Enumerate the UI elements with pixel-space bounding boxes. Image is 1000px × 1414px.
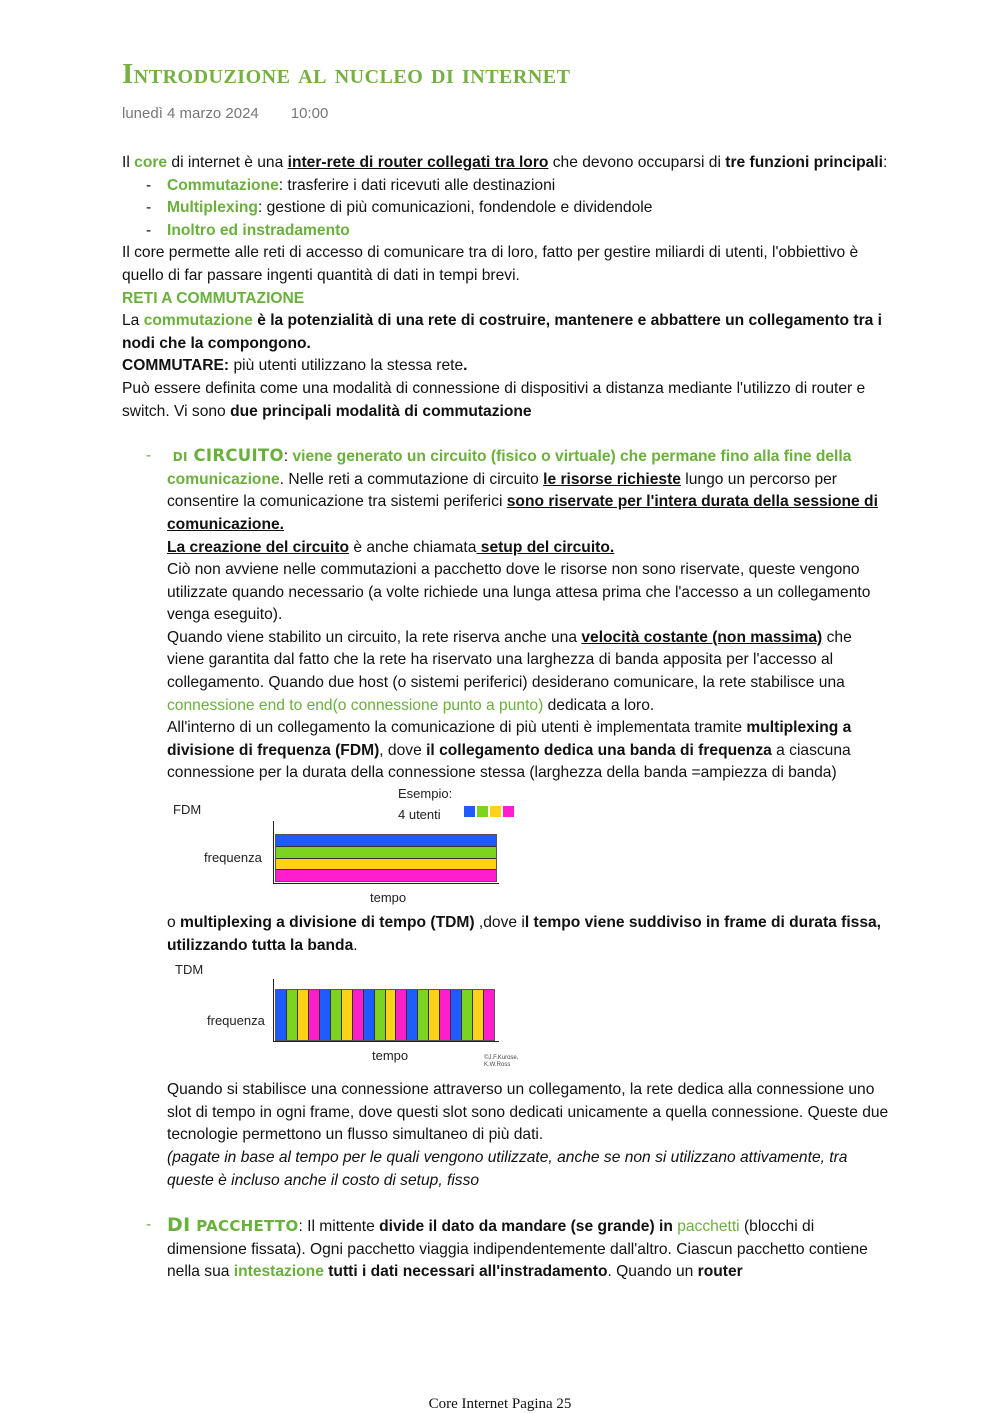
pacchetto-colon: :: [298, 1218, 303, 1236]
intro-text-2: di internet è una: [167, 154, 288, 171]
circuito-underline-3: La creazione del circuito: [167, 538, 349, 556]
circuito-text-1: . Nelle reti a commutazione di circuito: [279, 470, 544, 488]
circuito-p4-text-a: All'interno di un collegamento la comunicazione di più utenti è implementata tramite: [167, 719, 747, 737]
tdm-figure: [167, 959, 892, 1079]
tdm-slot: [342, 990, 353, 1040]
list-dash: -: [146, 221, 152, 239]
pacchetto-di: DI: [167, 1214, 191, 1237]
circuito-di: DI: [172, 450, 188, 465]
tdm-slot: [451, 990, 462, 1040]
list-item: [122, 220, 892, 243]
velocita-costante-term: velocità costante (non massima): [581, 628, 823, 646]
tdm-o: o: [167, 914, 181, 932]
function-name: Multiplexing: [167, 199, 258, 217]
circuito-p3-text-c: dedicata a loro.: [543, 696, 655, 714]
circuito-paragraph-1: [167, 445, 892, 536]
router-term: router: [697, 1263, 743, 1281]
pacchetto-paragraph: [167, 1214, 892, 1284]
tdm-slot: [418, 990, 429, 1040]
fdm-band: [276, 835, 496, 847]
def-text: Può essere definita come una modalità di connessione di dispositivi a distanza mediante l'utilizzo di router e switch. Vi sono: [122, 379, 866, 420]
legend-swatch: [503, 806, 514, 817]
intro-paragraph: [122, 152, 892, 175]
circuito-underline-4: setup del circuito.: [476, 538, 615, 556]
functions-list: [122, 175, 892, 243]
core-paragraph: Il core permette alle reti di accesso di comunicare tra di loro, fatto per gestire miliardi di utenti, l'obbiettivo è quello di far passare ingenti quantità di dati in tempi brevi.: [122, 244, 859, 284]
slot-italic-note: (pagate in base al tempo per le quali vengono utilizzate, anche se non si utilizzano attivamente, tra queste è incluso anche il costo di setup, fisso: [167, 1149, 848, 1189]
tdm-slot: [462, 990, 473, 1040]
function-desc: : trasferire i dati ricevuti alle destinazioni: [278, 176, 556, 194]
list-dash: -: [146, 1216, 152, 1234]
core-term: core: [134, 154, 168, 171]
tdm-slot: [353, 990, 364, 1040]
fdm-band: [276, 870, 496, 881]
page-date: lunedì 4 marzo 2024: [122, 105, 259, 122]
circuito-p3-text-b: che viene garantita dal fatto che la rete ha riservato una larghezza di banda apposita per l'accesso al collegamento. Quando due host (o sistemi periferici) desiderano comunicare, la rete stabilisce una: [167, 628, 852, 692]
comm-def-text: La: [122, 312, 144, 330]
page-title: Introduzione al nucleo di internet: [122, 58, 571, 90]
banda-term: il collegamento dedica una banda di frequenza: [426, 741, 772, 759]
circuito-word: CIRCUITO: [193, 446, 284, 466]
legend-swatch: [490, 806, 501, 817]
tdm-slot: [375, 990, 386, 1040]
list-item: [122, 197, 892, 220]
fdm-figure: [167, 786, 892, 912]
pacchetti-term: pacchetti: [677, 1218, 740, 1236]
circuito-p3-text-a: Quando viene stabilito un circuito, la rete riserva anche una: [167, 628, 582, 646]
list-dash: -: [146, 176, 152, 194]
fdm-band: [276, 847, 496, 859]
tdm-slot: [364, 990, 375, 1040]
intestazione-term: intestazione: [233, 1263, 324, 1281]
tdm-term: multiplexing a divisione di tempo (TDM): [180, 914, 475, 932]
commutazione-term: commutazione: [143, 312, 253, 330]
circuito-underline-2: sono riservate per l'intera durata della sessione di comunicazione.: [167, 493, 878, 533]
circuito-paragraph-3: [167, 627, 892, 717]
pacchetto-word: PACCHETTO: [196, 1217, 299, 1236]
pacchetto-text-3: . Quando un: [607, 1263, 698, 1281]
definition-paragraph: [122, 378, 892, 423]
tdm-slots: [275, 989, 495, 1041]
tdm-paragraph: [167, 912, 892, 957]
tdm-slot: [429, 990, 440, 1040]
fdm-esempio-label: Esempio:: [398, 786, 453, 802]
tdm-slot: [320, 990, 331, 1040]
circuito-paragraph-2: Ciò non avviene nelle commutazioni a pacchetto dove le risorse non sono riservate, queste vengono utilizzate quando necessario (a volte richiede una lunga attesa prima che l'accesso a un collegamento venga eseguito).: [167, 561, 871, 624]
circuito-text-3: è anche chiamata: [349, 538, 477, 556]
pacchetto-text-2: (blocchi di dimensione fissata). Ogni pacchetto viaggia indipendentemente dall'altro. Ciascun pacchetto contiene nella sua: [167, 1218, 868, 1281]
commutare-text: più utenti utilizzano la stessa rete: [229, 357, 464, 375]
circuito-lead: viene generato un circuito (fisico o virtuale) che permane fino alla fine della comunicazione: [167, 448, 852, 488]
fdm-xlabel: tempo: [370, 890, 407, 906]
intro-text-4: :: [882, 154, 888, 171]
tdm-slot: [396, 990, 407, 1040]
legend-swatch: [464, 806, 475, 817]
pacchetto-text-1: Il mittente: [302, 1218, 380, 1236]
def-bold: due principali modalità di commutazione: [230, 402, 532, 420]
tdm-slot: [276, 990, 287, 1040]
tdm-slot: [309, 990, 320, 1040]
fdm-bands: [275, 834, 497, 882]
fdm-term: multiplexing a divisione di frequenza (FDM): [167, 719, 852, 759]
circuito-paragraph-4: [167, 717, 892, 785]
fdm-ylabel: frequenza: [204, 850, 262, 866]
tdm-slot: [287, 990, 298, 1040]
circuito-heading: [167, 447, 284, 465]
commutare-line: [122, 355, 892, 378]
tdm-credit: [484, 1055, 518, 1069]
tdm-label: TDM: [175, 962, 204, 978]
circuito-underline-1: le risorse richieste: [543, 470, 681, 488]
pacchetto-heading: [167, 1214, 299, 1237]
intro-text-1: Il: [122, 154, 135, 171]
tdm-bold-2: l tempo viene suddiviso in frame di durata fissa, utilizzando tutta la banda: [167, 914, 882, 954]
function-name: Inoltro ed instradamento: [167, 221, 350, 239]
circuito-p4-text-e: a ciascuna connessione per la durata della connessione stessa (larghezza della banda =ampiezza di banda): [167, 741, 851, 782]
tdm-credit-2: K.W.Ross: [484, 1062, 511, 1069]
circuito-p4-text-c: , dove: [379, 741, 427, 759]
circuito-colon: :: [283, 448, 289, 466]
page-footer: Core Internet Pagina 25: [428, 1396, 572, 1412]
commutazione-definition: [122, 310, 892, 355]
comm-def-bold: è la potenzialità di una rete di costruire, mantenere e abbattere un collegamento tra i nodi che la compongono.: [122, 312, 882, 352]
circuito-setup-line: [167, 537, 892, 560]
tre-funzioni-term: tre funzioni principali: [725, 154, 883, 171]
legend-swatch: [477, 806, 488, 817]
slot-paragraph: Quando si stabilisce una connessione attraverso un collegamento, la rete dedica alla connessione uno slot di tempo in ogni frame, dove questi slot sono dedicati unicamente a quella connessione. Queste due tecnologie permettono un flusso simultaneo di più dati.: [167, 1081, 889, 1144]
list-dash: -: [146, 447, 152, 465]
tdm-dot: .: [353, 936, 358, 954]
circuito-text-2: lungo un percorso per consentire la comunicazione tra sistemi periferici: [167, 470, 837, 511]
tdm-text-1: ,dove i: [474, 914, 525, 932]
fdm-legend: [464, 806, 514, 817]
intro-text-3: che devono occuparsi di: [548, 154, 726, 171]
page-content: [122, 152, 892, 1284]
tdm-credit-1: ©J.F.Kurose,: [484, 1055, 519, 1062]
end-to-end-term: connessione end to end(o connessione punto a punto): [167, 696, 544, 714]
list-dash: -: [146, 199, 152, 217]
fdm-utenti-label: 4 utenti: [398, 807, 441, 823]
list-item: [122, 175, 892, 198]
pacchetto-item: [122, 1214, 892, 1284]
pacchetto-bold-2: tutti i dati necessari all'instradamento: [323, 1263, 608, 1281]
fdm-label: FDM: [173, 802, 202, 818]
tdm-xlabel: tempo: [372, 1048, 409, 1064]
commutare-dot: .: [463, 357, 468, 375]
page-meta: [122, 105, 328, 122]
tdm-slot: [331, 990, 342, 1040]
tdm-slot: [473, 990, 484, 1040]
function-desc: : gestione di più comunicazioni, fondendole e dividendole: [257, 199, 653, 217]
section-heading-reti: RETI A COMMUTAZIONE: [122, 289, 305, 307]
circuito-item: [122, 445, 892, 1192]
tdm-slot: [298, 990, 309, 1040]
commutare-label: COMMUTARE:: [122, 357, 230, 375]
tdm-slot: [484, 990, 494, 1040]
page-time: 10:00: [290, 105, 329, 122]
pacchetto-bold-1: divide il dato da mandare (se grande) in: [379, 1218, 678, 1236]
function-name: Commutazione: [167, 176, 279, 194]
inter-rete-term: inter-rete di router collegati tra loro: [287, 154, 549, 171]
fdm-band: [276, 859, 496, 871]
tdm-slot: [440, 990, 451, 1040]
tdm-slot: [407, 990, 418, 1040]
tdm-slot: [386, 990, 397, 1040]
tdm-ylabel: frequenza: [207, 1013, 265, 1029]
